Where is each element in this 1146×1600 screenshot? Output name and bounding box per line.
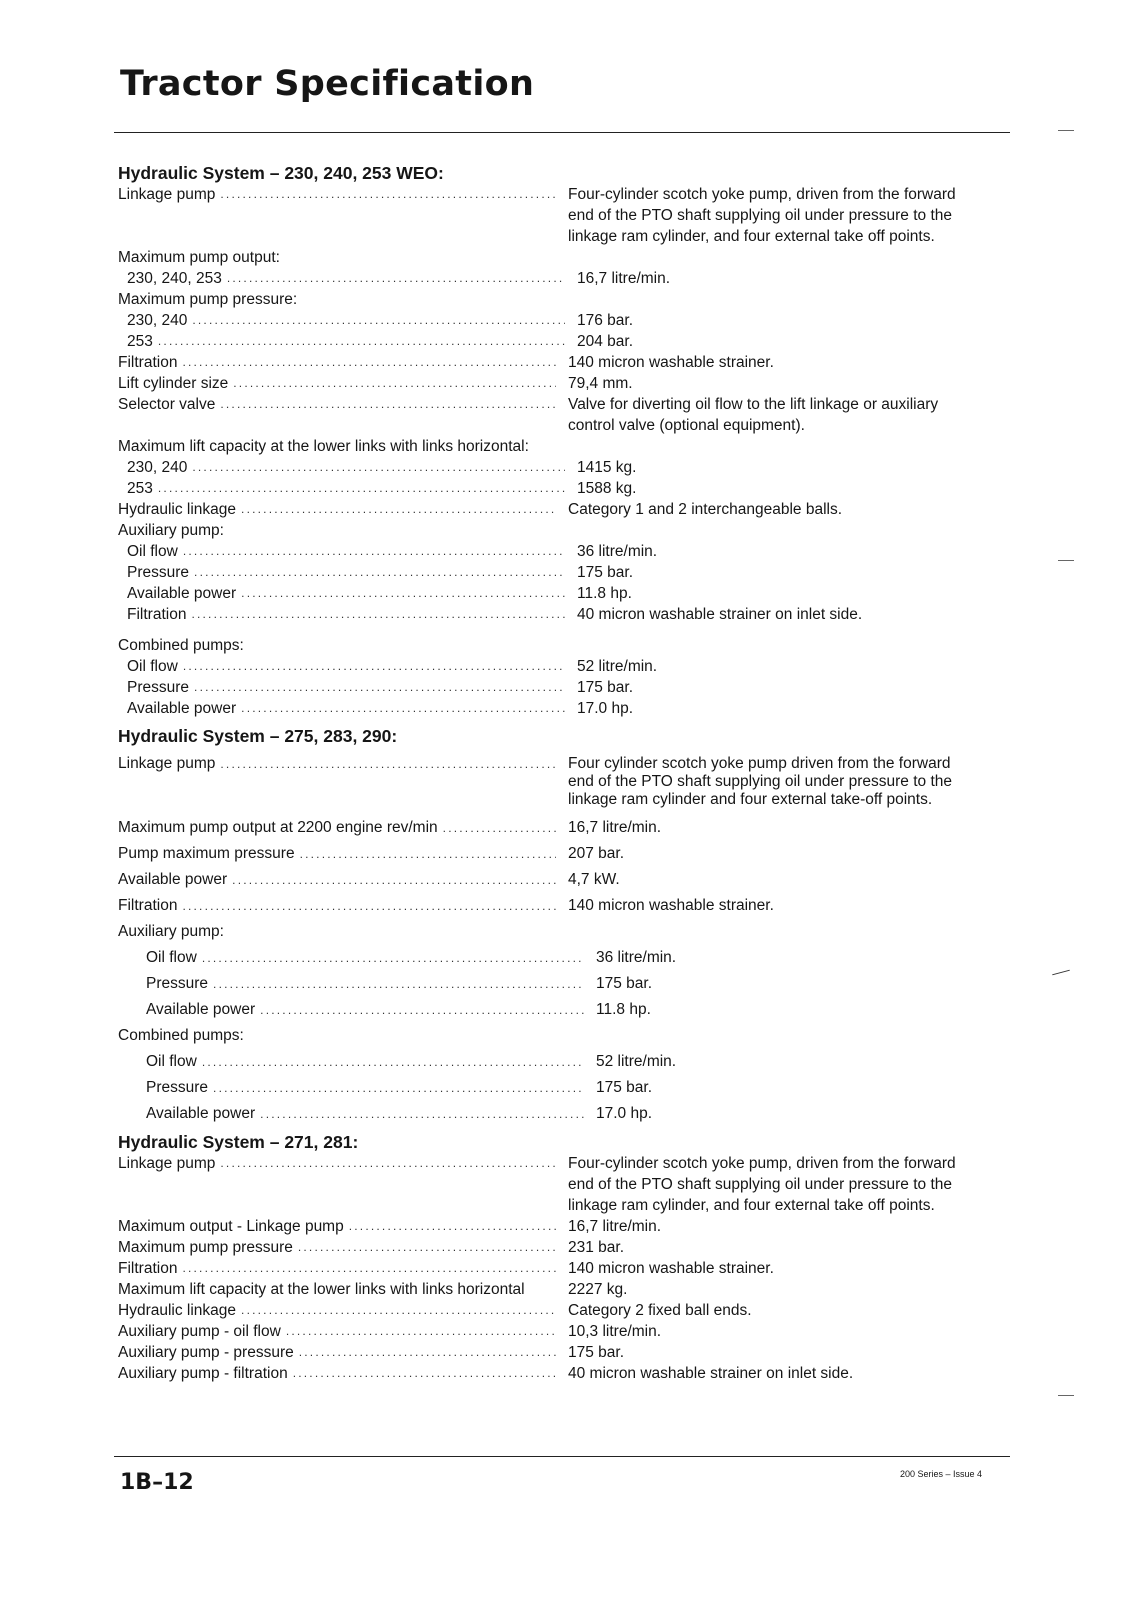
- spec-row: [118, 478, 1018, 499]
- spec-value-line: Four cylinder scotch yoke pump driven from the forward: [568, 755, 951, 772]
- spec-label-text: Available power: [146, 1105, 256, 1122]
- dot-leader: [300, 841, 556, 867]
- spec-section: [118, 1131, 1018, 1384]
- spec-row: [118, 310, 1018, 331]
- spec-value-line: 36 litre/min.: [577, 543, 658, 560]
- spec-row: [118, 1153, 1018, 1216]
- dot-leader: [241, 1300, 556, 1321]
- spec-label: [118, 331, 565, 352]
- spec-value: [565, 541, 1018, 562]
- dot-leader: [220, 755, 556, 809]
- spec-row: [118, 945, 1018, 971]
- spec-value-line: 52 litre/min.: [577, 658, 658, 675]
- spec-value-line: Category 2 fixed ball ends.: [568, 1302, 752, 1319]
- margin-mark: [1058, 1395, 1074, 1396]
- spec-label-text: 253: [127, 333, 153, 350]
- spec-value-line: linkage ram cylinder and four external take-off points.: [568, 791, 933, 808]
- spec-label-text: 230, 240: [127, 459, 188, 476]
- spec-value-line: Four-cylinder scotch yoke pump, driven from the forward: [568, 186, 956, 203]
- spec-label: [118, 562, 565, 583]
- spec-value: [556, 1342, 1018, 1363]
- spec-label: [118, 1075, 584, 1101]
- dot-leader: [194, 562, 565, 583]
- subheading: Combined pumps:: [118, 637, 244, 654]
- dot-leader: [232, 867, 556, 893]
- spec-label: [118, 698, 565, 719]
- dot-leader: [227, 268, 565, 289]
- spec-value: [556, 815, 1018, 841]
- spec-label-text: Available power: [118, 871, 228, 888]
- spec-value-line: 175 bar.: [596, 1079, 653, 1096]
- spec-value-line: 140 micron washable strainer.: [568, 354, 774, 371]
- spec-label: [118, 1300, 556, 1321]
- spec-row: [118, 1101, 1018, 1127]
- spec-value-line: 175 bar.: [577, 679, 634, 696]
- spec-value-line: 175 bar.: [596, 975, 653, 992]
- spec-label: [118, 394, 556, 436]
- spec-value-line: 176 bar.: [577, 312, 634, 329]
- dot-leader: [260, 1101, 584, 1127]
- spec-value: [584, 1049, 1018, 1075]
- dot-leader: [220, 394, 556, 436]
- spec-label: [118, 457, 565, 478]
- spec-section: [118, 725, 1018, 1127]
- spec-value-line: Four-cylinder scotch yoke pump, driven from the forward: [568, 1155, 956, 1172]
- spec-value-line: Valve for diverting oil flow to the lift linkage or auxiliary: [568, 396, 939, 413]
- spec-label: [118, 499, 556, 520]
- dot-leader: [183, 656, 565, 677]
- dot-leader: [194, 677, 565, 698]
- spec-value: [565, 677, 1018, 698]
- spec-value: [584, 1101, 1018, 1127]
- spec-row: [118, 1075, 1018, 1101]
- spec-row: [118, 997, 1018, 1023]
- spec-row: [118, 1258, 1018, 1279]
- spec-label-text: Available power: [146, 1001, 256, 1018]
- spec-row: [118, 604, 1018, 625]
- spec-label: [118, 1237, 556, 1258]
- spec-value: [565, 268, 1018, 289]
- spec-value: [584, 945, 1018, 971]
- spec-label: [118, 1363, 556, 1384]
- spec-value: [556, 1300, 1018, 1321]
- spec-value: [565, 331, 1018, 352]
- dot-leader: [220, 1153, 556, 1216]
- spec-label-text: Filtration: [127, 606, 187, 623]
- spec-row: [118, 499, 1018, 520]
- spec-value-line: end of the PTO shaft supplying oil under pressure to the: [568, 773, 953, 790]
- dot-leader: [349, 1216, 556, 1237]
- spec-label-text: Oil flow: [127, 658, 178, 675]
- spec-label-text: Filtration: [118, 897, 178, 914]
- series-issue: 200 Series – Issue 4: [900, 1469, 983, 1479]
- spec-value-line: 17.0 hp.: [577, 700, 634, 717]
- subheading: Auxiliary pump:: [118, 923, 224, 940]
- spec-value: [565, 478, 1018, 499]
- spec-value-line: 16,7 litre/min.: [568, 819, 662, 836]
- spec-label: [118, 1342, 556, 1363]
- spec-row: [118, 698, 1018, 719]
- footer-rule: [114, 1456, 1010, 1457]
- spec-value: [584, 1075, 1018, 1101]
- spec-label-text: Oil flow: [146, 1053, 197, 1070]
- spec-value: [565, 310, 1018, 331]
- spec-value: [565, 604, 1018, 625]
- dot-leader: [182, 1258, 556, 1279]
- spec-label-text: 230, 240: [127, 312, 188, 329]
- spec-value: [556, 1216, 1018, 1237]
- spec-value: [556, 1258, 1018, 1279]
- spec-row: [118, 815, 1018, 841]
- spec-label-text: Hydraulic linkage: [118, 501, 237, 518]
- dot-leader: [158, 478, 565, 499]
- spec-label: [118, 945, 584, 971]
- spec-label-text: 253: [127, 480, 153, 497]
- page-title: Tractor Specification: [120, 64, 535, 104]
- spec-label: [118, 478, 565, 499]
- spec-label: [118, 1258, 556, 1279]
- spec-label: [118, 971, 584, 997]
- spec-value-line: 16,7 litre/min.: [577, 270, 671, 287]
- spec-value-line: 175 bar.: [568, 1344, 625, 1361]
- spec-row: [118, 971, 1018, 997]
- spec-value: [556, 841, 1018, 867]
- spec-value: [565, 562, 1018, 583]
- section-heading: Hydraulic System – 275, 283, 290:: [118, 726, 398, 746]
- spec-row: [118, 893, 1018, 919]
- dot-leader: [213, 971, 584, 997]
- spec-value: [556, 1153, 1018, 1216]
- spec-label-text: Auxiliary pump - oil flow: [118, 1323, 281, 1340]
- spec-value-line: 17.0 hp.: [596, 1105, 653, 1122]
- header-rule: [114, 132, 1010, 133]
- spec-value-line: 231 bar.: [568, 1239, 625, 1256]
- spec-label-text: Auxiliary pump - filtration: [118, 1365, 288, 1382]
- dot-leader: [443, 815, 556, 841]
- dot-leader: [191, 604, 565, 625]
- spacer: [118, 747, 1018, 755]
- spec-label-text: Hydraulic linkage: [118, 1302, 237, 1319]
- spec-label-text: Auxiliary pump - pressure: [118, 1344, 294, 1361]
- spec-value: [556, 373, 1018, 394]
- spec-value: [565, 583, 1018, 604]
- dot-leader: [182, 352, 556, 373]
- dot-leader: [192, 457, 565, 478]
- spec-value: [584, 971, 1018, 997]
- spec-value: [556, 893, 1018, 919]
- spec-label: [118, 541, 565, 562]
- spec-label-text: Linkage pump: [118, 186, 216, 203]
- spec-label: [118, 268, 565, 289]
- spec-label-text: Linkage pump: [118, 1155, 216, 1172]
- dot-leader: [241, 698, 565, 719]
- spec-row: [118, 1237, 1018, 1258]
- spec-label-text: Linkage pump: [118, 755, 216, 772]
- dot-leader: [220, 184, 556, 247]
- spec-value-line: 52 litre/min.: [596, 1053, 677, 1070]
- spec-value-line: 1588 kg.: [577, 480, 637, 497]
- spec-value-line: 16,7 litre/min.: [568, 1218, 662, 1235]
- spec-label-text: Pressure: [127, 679, 190, 696]
- spec-label: [118, 310, 565, 331]
- spec-value: [556, 394, 1018, 436]
- spec-label-text: Lift cylinder size: [118, 375, 229, 392]
- spec-label-text: Oil flow: [127, 543, 178, 560]
- spec-value: [556, 755, 1018, 809]
- spec-row: [118, 373, 1018, 394]
- spec-value: [556, 1237, 1018, 1258]
- spec-label: [118, 352, 556, 373]
- spec-label: [118, 997, 584, 1023]
- section-heading: Hydraulic System – 271, 281:: [118, 1132, 359, 1152]
- spec-row: [118, 352, 1018, 373]
- dot-leader: [241, 499, 556, 520]
- spec-value-line: linkage ram cylinder, and four external take off points.: [568, 228, 935, 245]
- page-number: 1B–12: [120, 1470, 194, 1495]
- spec-row: [118, 394, 1018, 436]
- subheading: Auxiliary pump:: [118, 522, 224, 539]
- spec-value-line: 40 micron washable strainer on inlet side.: [568, 1365, 854, 1382]
- spec-label-text: Selector valve: [118, 396, 216, 413]
- spec-value-line: 4,7 kW.: [568, 871, 620, 888]
- spec-label-text: Available power: [127, 700, 237, 717]
- spec-row: [118, 1049, 1018, 1075]
- spec-label: [118, 583, 565, 604]
- spec-value-line: end of the PTO shaft supplying oil under pressure to the: [568, 1176, 953, 1193]
- spec-value: [556, 184, 1018, 247]
- spec-label-text: Available power: [127, 585, 237, 602]
- spec-section: [118, 162, 1018, 719]
- spec-value-line: control valve (optional equipment).: [568, 417, 805, 434]
- spec-row: [118, 841, 1018, 867]
- spec-label-text: Maximum lift capacity at the lower links with links horizontal: [118, 1281, 525, 1298]
- spec-value: [556, 499, 1018, 520]
- spec-value-line: 140 micron washable strainer.: [568, 1260, 774, 1277]
- spec-row: [118, 1342, 1018, 1363]
- dot-leader: [293, 1363, 556, 1384]
- spec-value-line: Category 1 and 2 interchangeable balls.: [568, 501, 843, 518]
- spec-label: [118, 656, 565, 677]
- spec-row: [118, 457, 1018, 478]
- dot-leader: [182, 893, 556, 919]
- spec-label-text: Pressure: [146, 975, 209, 992]
- spec-value: [565, 698, 1018, 719]
- spec-value: [556, 1321, 1018, 1342]
- spec-label-text: Filtration: [118, 354, 178, 371]
- section-heading: Hydraulic System – 230, 240, 253 WEO:: [118, 163, 444, 183]
- dot-leader: [192, 310, 565, 331]
- spec-value-line: 36 litre/min.: [596, 949, 677, 966]
- spec-label-text: Pressure: [127, 564, 190, 581]
- spec-row: [118, 562, 1018, 583]
- spec-label: [118, 1216, 556, 1237]
- spec-row: [118, 656, 1018, 677]
- spec-row: [118, 1321, 1018, 1342]
- spec-value-line: 175 bar.: [577, 564, 634, 581]
- subheading: Maximum pump output:: [118, 249, 280, 266]
- subheading: Maximum pump pressure:: [118, 291, 298, 308]
- spec-value: [556, 1363, 1018, 1384]
- spec-value-line: 11.8 hp.: [577, 585, 632, 602]
- spec-value-line: 204 bar.: [577, 333, 634, 350]
- spec-row: [118, 677, 1018, 698]
- spacer: [118, 625, 1018, 635]
- spec-label-text: Maximum output - Linkage pump: [118, 1218, 344, 1235]
- spec-label: [118, 1153, 556, 1216]
- dot-leader: [202, 945, 584, 971]
- spec-label: [118, 1101, 584, 1127]
- dot-leader: [233, 373, 556, 394]
- spec-value-line: 10,3 litre/min.: [568, 1323, 662, 1340]
- spec-value: [556, 867, 1018, 893]
- spec-row: [118, 583, 1018, 604]
- spec-row: [118, 541, 1018, 562]
- dot-leader: [183, 541, 565, 562]
- margin-mark: [1058, 560, 1074, 561]
- spec-row: [118, 1300, 1018, 1321]
- spec-label: [118, 815, 556, 841]
- spec-label: [118, 604, 565, 625]
- spec-value: [565, 656, 1018, 677]
- spec-label-text: Maximum pump pressure: [118, 1239, 293, 1256]
- spec-value-line: end of the PTO shaft supplying oil under pressure to the: [568, 207, 953, 224]
- spec-row: [118, 755, 1018, 809]
- dot-leader: [299, 1342, 556, 1363]
- spec-row: [118, 184, 1018, 247]
- spec-row: [118, 1216, 1018, 1237]
- spec-label: [118, 841, 556, 867]
- spec-value-line: 40 micron washable strainer on inlet side.: [577, 606, 863, 623]
- spec-value-line: 140 micron washable strainer.: [568, 897, 774, 914]
- spec-label: [118, 677, 565, 698]
- dot-leader: [213, 1075, 584, 1101]
- dot-leader: [260, 997, 584, 1023]
- spec-row: [118, 867, 1018, 893]
- subheading: Combined pumps:: [118, 1027, 244, 1044]
- spec-row: [118, 331, 1018, 352]
- spec-label: [118, 755, 556, 809]
- dot-leader: [158, 331, 565, 352]
- spec-value: [556, 1279, 1018, 1300]
- dot-leader: [241, 583, 565, 604]
- spec-row: [118, 268, 1018, 289]
- spec-value: [565, 457, 1018, 478]
- spec-row: [118, 1363, 1018, 1384]
- spec-value-line: linkage ram cylinder, and four external take off points.: [568, 1197, 935, 1214]
- spec-value-line: 207 bar.: [568, 845, 625, 862]
- subheading: Maximum lift capacity at the lower links with links horizontal:: [118, 438, 529, 455]
- spec-value: [556, 352, 1018, 373]
- spec-label-text: Oil flow: [146, 949, 197, 966]
- spec-label: [118, 1279, 556, 1300]
- spec-label: [118, 1321, 556, 1342]
- spec-label: [118, 1049, 584, 1075]
- dot-leader: [286, 1321, 556, 1342]
- margin-mark: [1058, 130, 1074, 131]
- spec-value-line: 11.8 hp.: [596, 1001, 651, 1018]
- spec-label-text: Maximum pump output at 2200 engine rev/min: [118, 819, 438, 836]
- spec-value-line: 2227 kg.: [568, 1281, 628, 1298]
- spec-row: [118, 1279, 1018, 1300]
- spec-value-line: 1415 kg.: [577, 459, 637, 476]
- spec-label-text: Pressure: [146, 1079, 209, 1096]
- dot-leader: [298, 1237, 556, 1258]
- spec-label-text: Filtration: [118, 1260, 178, 1277]
- spec-label-text: Pump maximum pressure: [118, 845, 295, 862]
- dot-leader: [202, 1049, 584, 1075]
- spec-label: [118, 867, 556, 893]
- spec-label: [118, 373, 556, 394]
- margin-mark: [1052, 970, 1070, 976]
- spec-value-line: 79,4 mm.: [568, 375, 633, 392]
- spec-label: [118, 893, 556, 919]
- spec-content: [118, 162, 1018, 1384]
- spec-label: [118, 184, 556, 247]
- spec-value: [584, 997, 1018, 1023]
- spec-label-text: 230, 240, 253: [127, 270, 222, 287]
